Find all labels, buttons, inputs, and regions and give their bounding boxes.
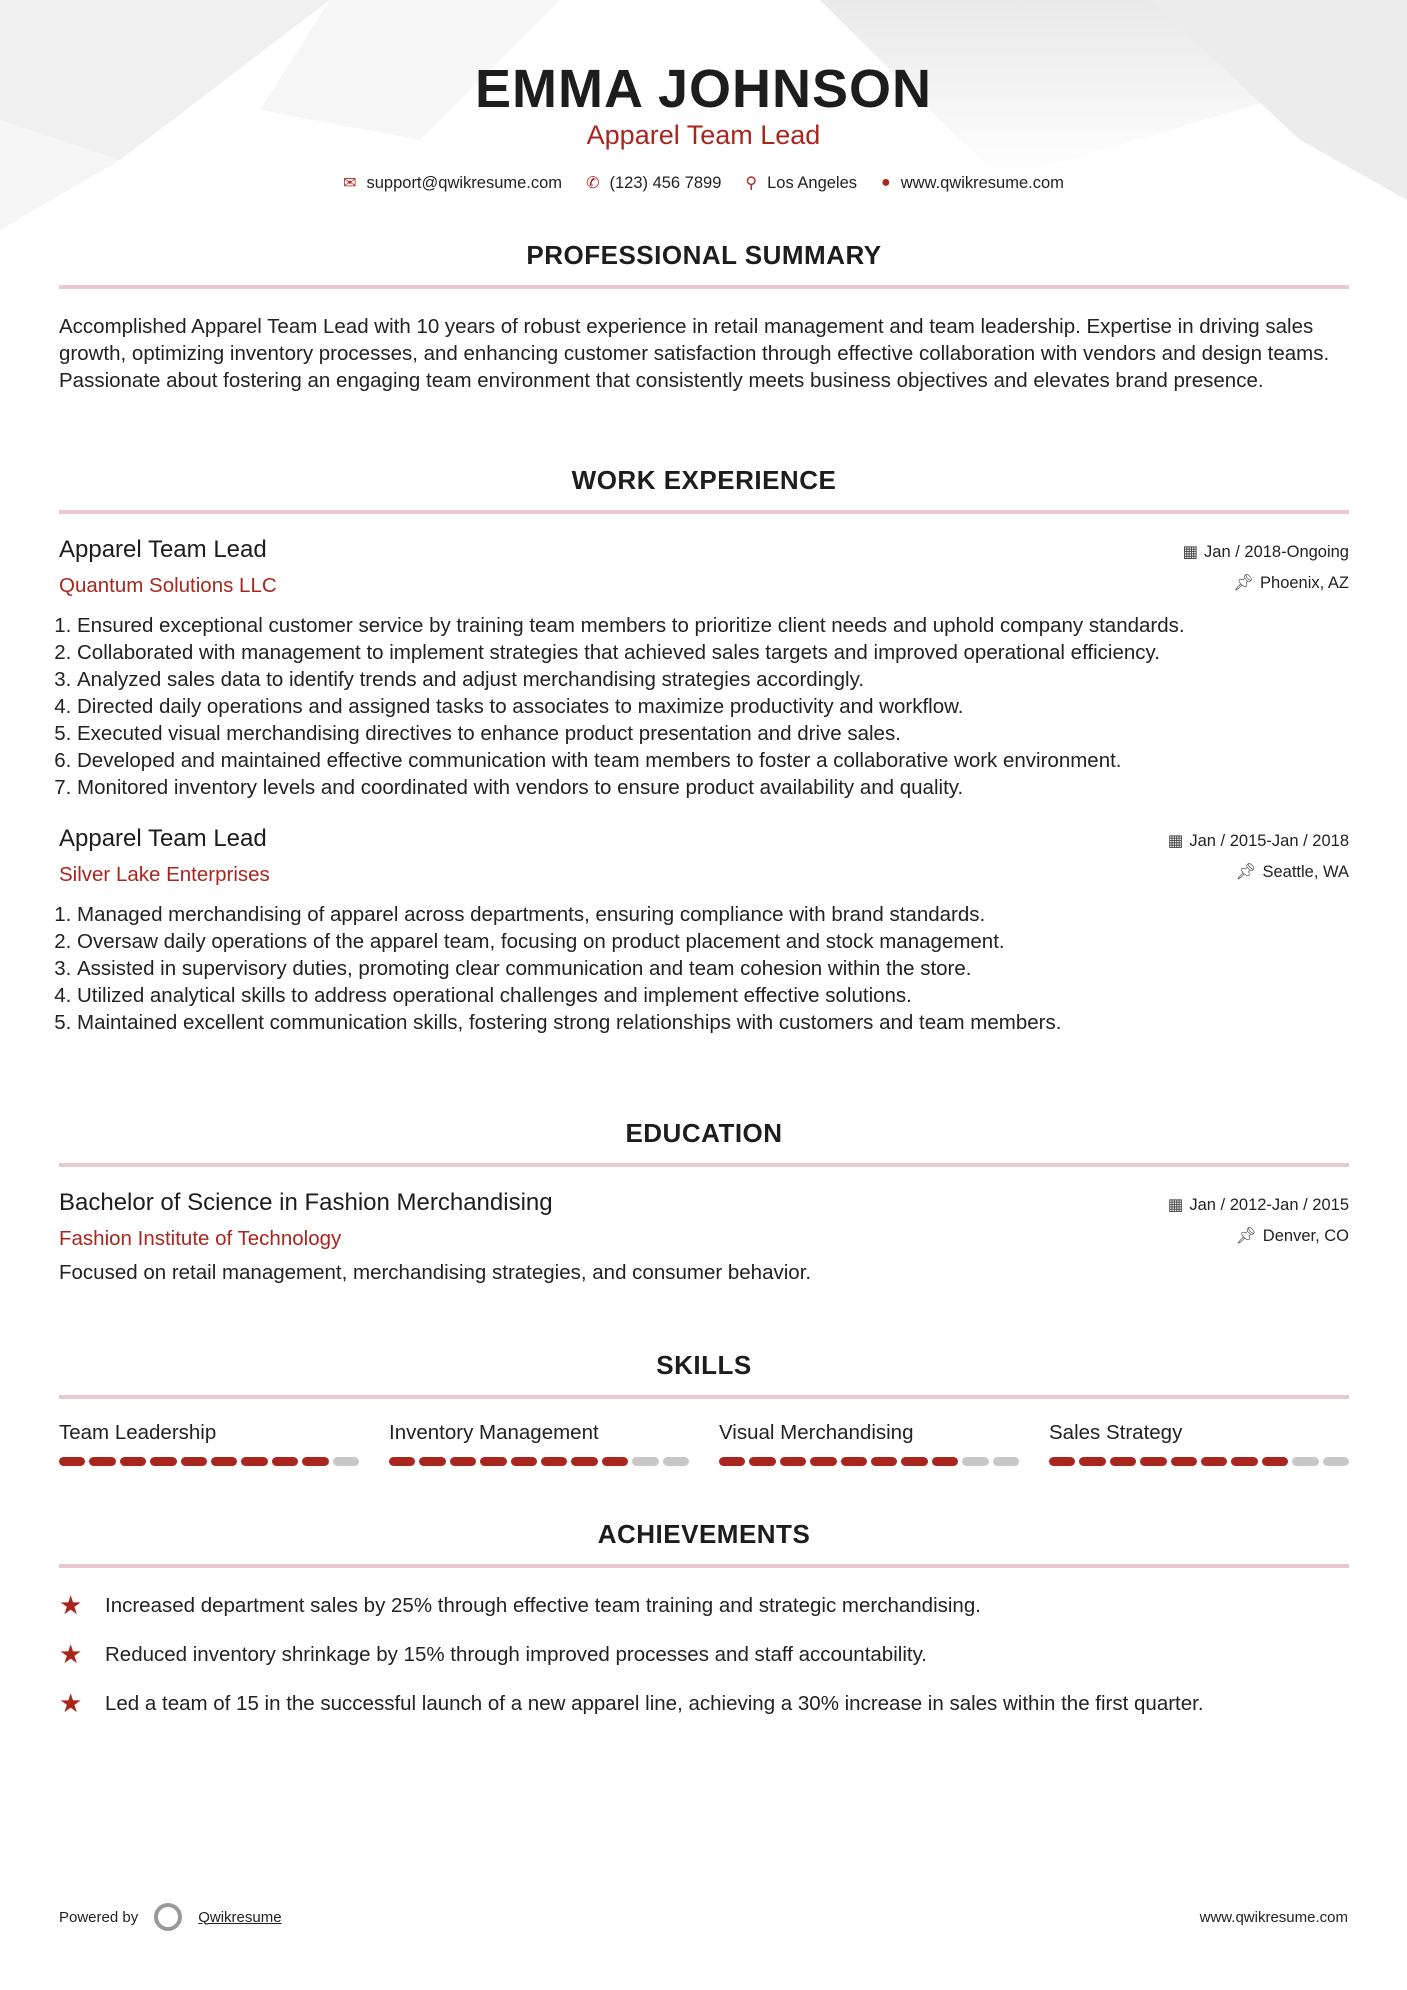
skill-rating-segment [1292, 1457, 1318, 1466]
skill-rating-segment [841, 1457, 867, 1466]
job-date: Jan / 2015-Jan / 2018 [1189, 832, 1349, 850]
section-divider [59, 285, 1349, 289]
skills-section [59, 1350, 1349, 1466]
skill-rating-segment [511, 1457, 537, 1466]
skill-rating-segment [932, 1457, 958, 1466]
skill-rating-bar [59, 1457, 359, 1466]
skill-rating-segment [632, 1457, 658, 1466]
section-heading: EDUCATION [625, 1118, 783, 1148]
skill-rating-segment [602, 1457, 628, 1466]
section-heading: PROFESSIONAL SUMMARY [526, 240, 882, 270]
calendar-icon: ▦ [1167, 1196, 1184, 1214]
contact-phone: (123) 456 7899 [609, 173, 722, 192]
candidate-name: EMMA JOHNSON [474, 59, 933, 119]
skill-rating-bar [1049, 1457, 1349, 1466]
job-entry [59, 825, 1349, 1036]
contact-location: Los Angeles [767, 173, 858, 192]
brand-link[interactable]: Qwikresume [198, 1908, 282, 1926]
job-title: Apparel Team Lead [59, 536, 267, 563]
education-date: Jan / 2012-Jan / 2015 [1189, 1196, 1349, 1214]
list-item: 3. Assisted in supervisory duties, promoting clear communication and team cohesion within the store. [77, 955, 1349, 982]
skill-rating-segment [993, 1457, 1019, 1466]
skill-rating-segment [1231, 1457, 1257, 1466]
list-item: 4. Utilized analytical skills to address operational challenges and implement effective solutions. [77, 982, 1349, 1009]
skill-rating-segment [719, 1457, 745, 1466]
school: Fashion Institute of Technology [59, 1227, 342, 1250]
skill-name: Inventory Management [389, 1421, 599, 1444]
skill-item [719, 1421, 1019, 1466]
list-item: 4. Directed daily operations and assigned tasks to associates to maximize productivity and workflow. [77, 693, 1349, 720]
skill-name: Visual Merchandising [719, 1421, 914, 1444]
education-location: Denver, CO [1262, 1227, 1349, 1245]
skill-rating-segment [241, 1457, 267, 1466]
contact-bar [0, 173, 1407, 193]
contact-email[interactable]: support@qwikresume.com [366, 173, 563, 192]
skill-rating-segment [450, 1457, 476, 1466]
summary-text: Accomplished Apparel Team Lead with 10 years of robust experience in retail management and team leadership. Expertise in driving sales growth, optimizing inventory processes, and enhancing customer satisfaction through effective collaboration with vendors and design teams. Passionate about fostering an engaging team environment that consistently meets business objectives and elevates brand presence. [59, 315, 1330, 392]
skill-rating-segment [302, 1457, 328, 1466]
job-location: Phoenix, AZ [1260, 574, 1349, 592]
achievement-text: Increased department sales by 25% through effective team training and strategic merchandising. [105, 1593, 981, 1617]
achievement-item [59, 1639, 1349, 1670]
skill-rating-bar [389, 1457, 689, 1466]
skill-rating-segment [541, 1457, 567, 1466]
list-item: 1. Ensured exceptional customer service by training team members to prioritize client needs and uphold company standards. [77, 612, 1349, 639]
skill-rating-segment [419, 1457, 445, 1466]
skill-rating-segment [211, 1457, 237, 1466]
map-pin-icon: ⚲ [745, 175, 758, 192]
job-bullets [59, 612, 1349, 801]
skill-item [1049, 1421, 1349, 1466]
pushpin-icon: 📌︎ [1235, 863, 1257, 881]
section-divider [59, 1564, 1349, 1568]
phone-icon: ✆ [586, 175, 600, 192]
list-item: 7. Monitored inventory levels and coordinated with vendors to ensure product availability and quality. [77, 774, 1349, 801]
education-entry [59, 1189, 1349, 1286]
job-title: Apparel Team Lead [59, 825, 267, 852]
skill-rating-segment [1201, 1457, 1227, 1466]
skill-rating-segment [150, 1457, 176, 1466]
calendar-icon: ▦ [1182, 543, 1199, 561]
pushpin-icon: 📌︎ [1233, 574, 1255, 592]
skill-rating-segment [749, 1457, 775, 1466]
skill-rating-segment [962, 1457, 988, 1466]
skill-rating-bar [719, 1457, 1019, 1466]
envelope-icon: ✉ [343, 175, 357, 192]
job-entry [59, 536, 1349, 801]
list-item: 2. Oversaw daily operations of the apparel team, focusing on product placement and stock management. [77, 928, 1349, 955]
skill-rating-segment [181, 1457, 207, 1466]
skill-name: Sales Strategy [1049, 1421, 1183, 1444]
summary-section [59, 240, 1349, 394]
skill-rating-segment [1323, 1457, 1349, 1466]
achievement-text: Reduced inventory shrinkage by 15% through improved processes and staff accountability. [105, 1642, 927, 1666]
list-item: 2. Collaborated with management to implement strategies that achieved sales targets and improved operational efficiency. [77, 639, 1349, 666]
skill-rating-segment [780, 1457, 806, 1466]
skill-rating-segment [871, 1457, 897, 1466]
section-heading: ACHIEVEMENTS [597, 1519, 811, 1549]
skill-rating-segment [1049, 1457, 1075, 1466]
skill-item [389, 1421, 689, 1466]
experience-section [59, 465, 1349, 1036]
skill-rating-segment [333, 1457, 359, 1466]
skill-rating-segment [1079, 1457, 1105, 1466]
globe-icon: ● [881, 174, 891, 191]
skill-rating-segment [663, 1457, 689, 1466]
list-item: 5. Maintained excellent communication skills, fostering strong relationships with customers and team members. [77, 1009, 1349, 1036]
achievement-item [59, 1590, 1349, 1621]
candidate-title: Apparel Team Lead [586, 120, 821, 150]
footer [59, 1903, 1348, 1931]
job-bullets [59, 901, 1349, 1036]
degree: Bachelor of Science in Fashion Merchandising [59, 1189, 553, 1216]
section-divider [59, 1395, 1349, 1399]
job-date: Jan / 2018-Ongoing [1204, 543, 1349, 561]
skill-rating-segment [1171, 1457, 1197, 1466]
list-item: 3. Analyzed sales data to identify trends and adjust merchandising strategies accordingly. [77, 666, 1349, 693]
star-icon: ★ [59, 1590, 83, 1620]
skill-name: Team Leadership [59, 1421, 217, 1444]
qwikresume-logo-icon [154, 1903, 182, 1931]
skill-item [59, 1421, 359, 1466]
skill-rating-segment [901, 1457, 927, 1466]
skill-rating-segment [59, 1457, 85, 1466]
section-heading: WORK EXPERIENCE [571, 465, 837, 495]
education-section [59, 1118, 1349, 1286]
achievements-section [59, 1519, 1349, 1719]
skill-rating-segment [120, 1457, 146, 1466]
achievement-item [59, 1688, 1349, 1719]
skill-rating-segment [272, 1457, 298, 1466]
calendar-icon: ▦ [1167, 832, 1184, 850]
section-heading: SKILLS [656, 1350, 752, 1380]
job-location: Seattle, WA [1262, 863, 1349, 881]
list-item: 6. Developed and maintained effective communication with team members to foster a collaborative work environment. [77, 747, 1349, 774]
section-divider [59, 1163, 1349, 1167]
star-icon: ★ [59, 1688, 83, 1718]
job-company: Silver Lake Enterprises [59, 863, 270, 886]
star-icon: ★ [59, 1639, 83, 1669]
skill-rating-segment [1140, 1457, 1166, 1466]
list-item: 1. Managed merchandising of apparel across departments, ensuring compliance with brand standards. [77, 901, 1349, 928]
list-item: 5. Executed visual merchandising directives to enhance product presentation and drive sales. [77, 720, 1349, 747]
achievement-text: Led a team of 15 in the successful launch of a new apparel line, achieving a 30% increase in sales within the first quarter. [105, 1691, 1204, 1715]
skill-rating-segment [480, 1457, 506, 1466]
education-description: Focused on retail management, merchandising strategies, and consumer behavior. [59, 1261, 812, 1284]
skill-rating-segment [389, 1457, 415, 1466]
pushpin-icon: 📌︎ [1235, 1227, 1257, 1245]
skill-rating-segment [571, 1457, 597, 1466]
section-divider [59, 510, 1349, 514]
skill-rating-segment [810, 1457, 836, 1466]
contact-website[interactable]: www.qwikresume.com [900, 173, 1064, 192]
skill-rating-segment [89, 1457, 115, 1466]
skill-rating-segment [1262, 1457, 1288, 1466]
footer-website[interactable]: www.qwikresume.com [1199, 1908, 1348, 1926]
job-company: Quantum Solutions LLC [59, 574, 277, 597]
powered-by-label: Powered by [59, 1908, 139, 1926]
skill-rating-segment [1110, 1457, 1136, 1466]
